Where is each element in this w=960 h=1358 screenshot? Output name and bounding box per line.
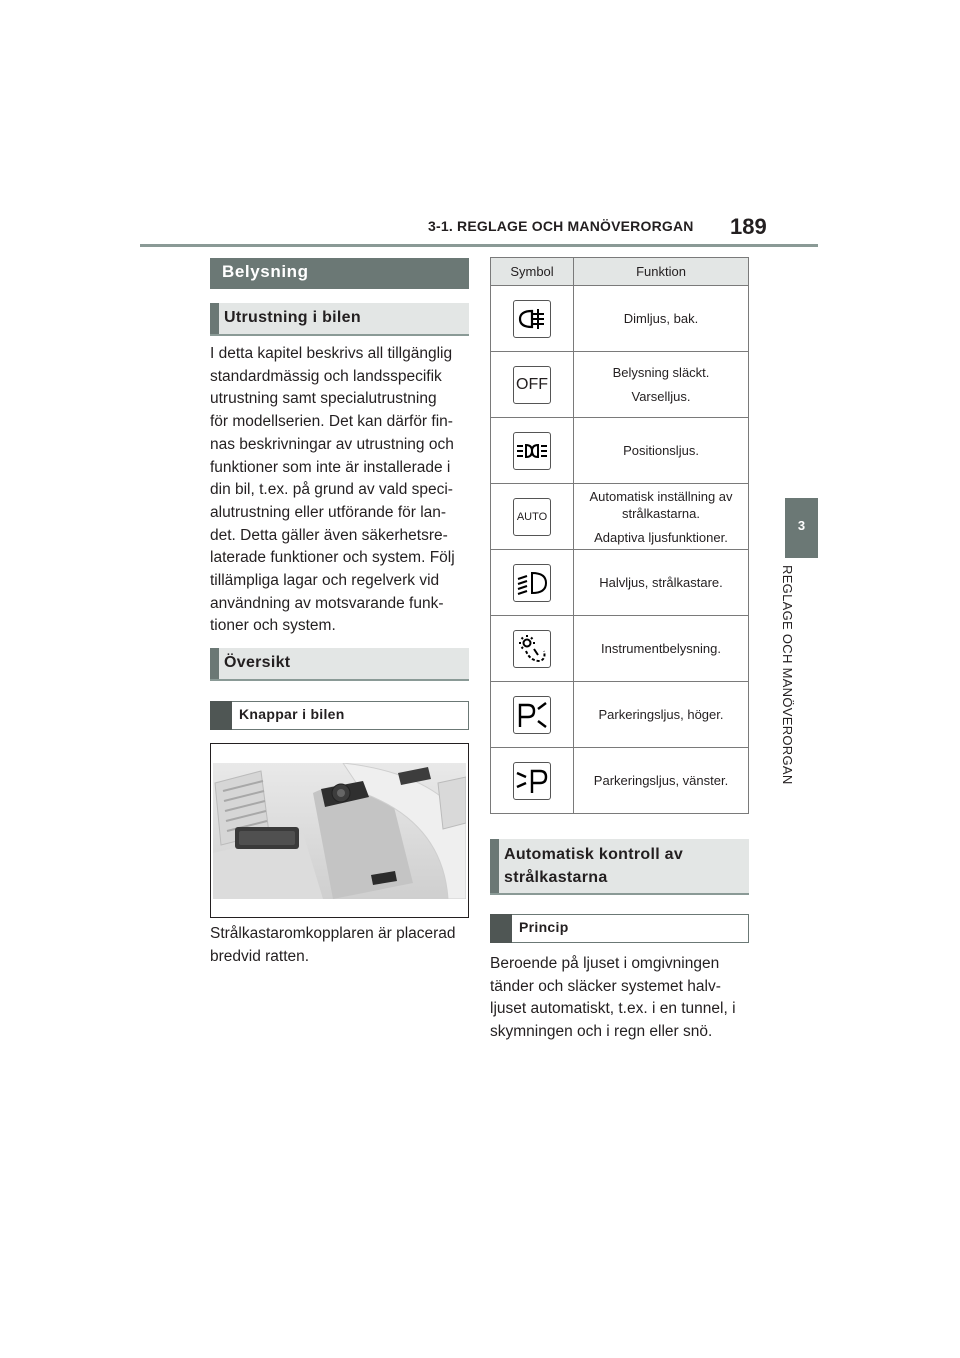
section-heading-belysning: Belysning <box>210 258 469 289</box>
column-header-function: Funktion <box>574 258 749 286</box>
symbol-cell <box>491 682 574 748</box>
dashboard-photo <box>213 763 466 899</box>
function-cell <box>574 616 749 682</box>
function-cell <box>574 748 749 814</box>
text-line: för modellserien. Det kan därför fin- <box>210 413 453 431</box>
function-text: Instrumentbelysning. <box>601 641 721 656</box>
minihead-text: Knappar i bilen <box>239 706 345 722</box>
low-beam-icon <box>513 564 551 602</box>
section-title: 3-1. REGLAGE OCH MANÖVERORGAN <box>428 218 694 234</box>
header-rule <box>140 244 818 247</box>
function-cell <box>574 418 749 484</box>
function-text: Dimljus, bak. <box>623 311 699 326</box>
symbol-cell <box>491 286 574 352</box>
text-line: utrustning samt specialutrustning <box>210 390 437 408</box>
symbol-cell <box>491 418 574 484</box>
subheading-marker <box>210 648 219 679</box>
photo-caption <box>210 923 469 968</box>
function-text: Positionsljus. <box>623 443 699 458</box>
function-text: Belysning släckt. <box>612 365 710 380</box>
text-line: nas beskrivningar av utrustning och <box>210 435 454 453</box>
minihead-marker <box>490 914 512 943</box>
parking-light-right-icon <box>513 696 551 734</box>
subheading-utrustning <box>210 303 469 336</box>
text-line: Strålkastaromkopplaren är placerad <box>210 925 456 942</box>
column-header-symbol: Symbol <box>491 258 574 286</box>
symbol-cell <box>491 616 574 682</box>
text-line: standardmässig och landsspecifik <box>210 367 442 385</box>
text-line: skymningen och i regn eller snö. <box>490 1023 713 1041</box>
minihead-knappar <box>210 701 469 730</box>
subheading-text: Automatisk kontroll av strålkastarna <box>504 846 684 886</box>
parking-light-left-icon <box>513 762 551 800</box>
table-row <box>491 748 749 814</box>
instrument-lighting-icon <box>513 630 551 668</box>
function-text: Automatisk inställning av <box>589 488 733 504</box>
text-line: ljuset automatiskt, t.ex. i en tunnel, i <box>490 1000 736 1018</box>
function-cell <box>574 484 749 550</box>
subheading-text: Utrustning i bilen <box>224 309 361 326</box>
table-header-row <box>491 258 749 286</box>
chapter-number: 3 <box>797 518 806 533</box>
function-cell <box>574 682 749 748</box>
symbol-cell <box>491 748 574 814</box>
off-icon-text: OFF <box>516 375 548 393</box>
rear-fog-light-icon <box>513 300 551 338</box>
subheading-oversikt <box>210 648 469 681</box>
text-line: laterade funktioner och system. Följ <box>210 549 455 567</box>
text-line: bredvid ratten. <box>210 947 310 965</box>
off-icon <box>513 366 551 404</box>
function-cell <box>574 550 749 616</box>
table-row <box>491 550 749 616</box>
subheading-marker <box>210 303 219 334</box>
auto-icon-text: AUTO <box>516 510 548 523</box>
text-line: Beroende på ljuset i omgivningen <box>490 955 720 972</box>
table-row <box>491 352 749 418</box>
text-line: din bil, t.ex. på grund av vald speci- <box>210 481 453 499</box>
table-row <box>491 616 749 682</box>
text-line: tioner och system. <box>210 617 336 635</box>
subheading-text: Översikt <box>224 654 291 671</box>
table-row <box>491 286 749 352</box>
subheading-automatisk <box>490 839 749 895</box>
table-row <box>491 418 749 484</box>
intro-paragraph <box>210 343 469 638</box>
table-row <box>491 484 749 550</box>
function-cell <box>574 352 749 418</box>
symbol-function-table <box>490 257 749 814</box>
text-line: funktioner som inte är installerade i <box>210 458 451 476</box>
minihead-princip <box>490 914 749 943</box>
dashboard-photo-frame <box>210 743 469 918</box>
function-text: Adaptiva ljusfunktioner. <box>594 529 728 545</box>
auto-icon <box>513 498 551 536</box>
chapter-label-container <box>780 565 812 825</box>
principle-paragraph <box>490 953 760 1044</box>
text-line: användning av motsvarande funk- <box>210 594 444 612</box>
table-row <box>491 682 749 748</box>
minihead-text: Princip <box>519 919 569 935</box>
function-cell <box>574 286 749 352</box>
symbol-cell <box>491 484 574 550</box>
text-line: tänder och släcker systemet halv- <box>490 977 721 995</box>
minihead-marker <box>210 701 232 730</box>
text-line: tillämpliga lagar och regelverk vid <box>210 572 440 590</box>
position-lights-icon <box>513 432 551 470</box>
function-text: Varselljus. <box>631 389 691 404</box>
symbol-cell <box>491 352 574 418</box>
function-text: Parkeringsljus, höger. <box>598 707 724 722</box>
subheading-marker <box>490 839 499 893</box>
text-line: I detta kapitel beskrivs all tillgänglig <box>210 345 453 362</box>
text-line: det. Detta gäller även säkerhetsre- <box>210 526 448 544</box>
page-number: 189 <box>730 214 767 239</box>
symbol-cell <box>491 550 574 616</box>
function-text: strålkastarna. <box>621 505 701 521</box>
function-text: Halvljus, strålkastare. <box>599 575 723 590</box>
function-text: Parkeringsljus, vänster. <box>593 773 729 788</box>
chapter-label: REGLAGE OCH MANÖVERORGAN <box>780 565 795 785</box>
text-line: alutrustning eller utförande för lan- <box>210 503 447 521</box>
